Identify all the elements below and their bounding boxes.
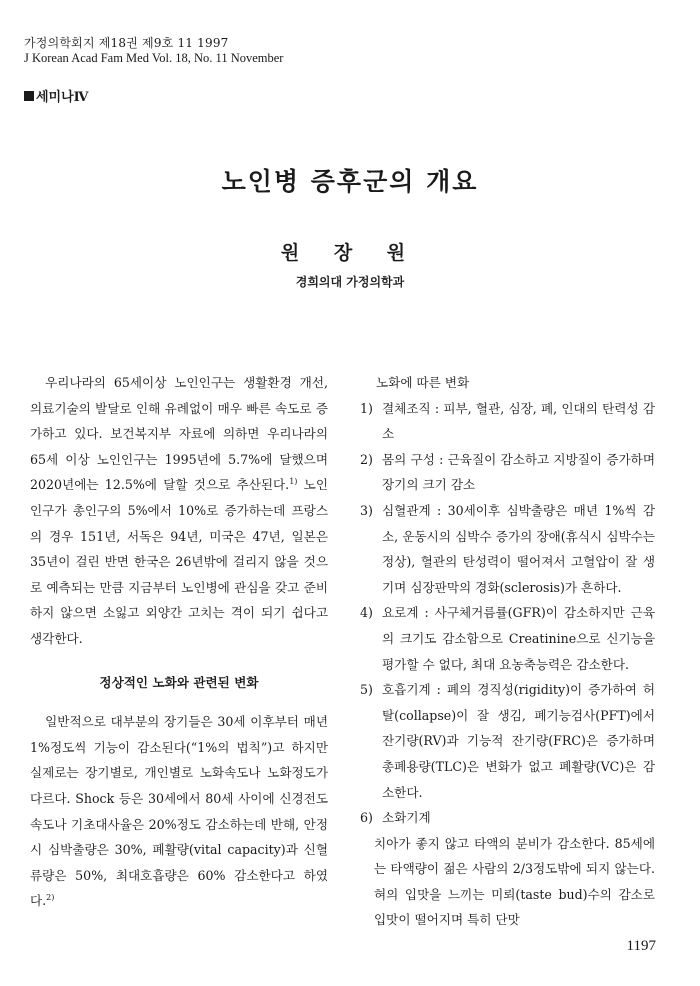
right-heading: 노화에 따른 변화: [376, 375, 470, 390]
list-item: [360, 447, 655, 498]
body-paragraph: [30, 709, 328, 914]
list-item-text: 몸의 구성 : 근육질이 감소하고 지방질이 증가하며 장기의 크기 감소: [382, 451, 655, 493]
list-item-text: 소화기계: [382, 810, 431, 826]
list-item-number: 3): [360, 502, 373, 518]
square-bullet-icon: [24, 91, 34, 101]
article-author: 원 장 원: [280, 242, 420, 264]
digestive-paragraph: 치아가 좋지 않고 타액의 분비가 감소한다. 85세에는 타액량이 젊은 사람의 2/3정도밖에 되지 않는다. 혀의 입맛을 느끼는 미뢰(taste bud)수의 감소로 입맛이 떨어지며 특히 단맛: [374, 835, 655, 928]
section-heading: 정상적인 노화와 관련된 변화: [99, 674, 259, 690]
list-item-number: 2): [360, 451, 373, 467]
intro-text-b: 노인인구가 총인구의 5%에서 10%로 증가하는데 프랑스의 경우 151년, 서독은 94년, 미국은 47년, 일본은 35년이 걸린 반면 한국은 26년밖에 걸리지 않을 것으로 예측되는 만큼 지금부터 노인병에 관심을 갖고 준비하지 않으면 소잃고 외양간 고치는 격이 되기 쉽다고 생각한다.: [30, 477, 328, 646]
list-item-number: 1): [360, 400, 373, 416]
list-item: [360, 805, 655, 831]
intro-reference: 1): [289, 477, 298, 487]
right-column: [360, 370, 655, 933]
list-item: [360, 498, 655, 600]
list-item: [360, 600, 655, 677]
article-title: 노인병 증후군의 개요: [221, 167, 479, 196]
intro-paragraph: [30, 370, 328, 652]
list-item-text: 심혈관계 : 30세이후 심박출량은 매년 1%씩 감소, 운동시의 심박수 증가의 장애(휴식시 심박수는 정상), 혈관의 탄성력이 떨어져서 고혈압이 잘 생기며 심장판막의 경화(sclerosis)가 흔하다.: [382, 502, 655, 595]
journal-header-korean: 가정의학회지 제18권 제9호 11 1997: [24, 36, 229, 50]
list-item-number: 6): [360, 810, 373, 826]
journal-header-english: J Korean Acad Fam Med Vol. 18, No. 11 November: [24, 51, 284, 65]
list-item-text: 결체조직 : 피부, 혈관, 심장, 폐, 인대의 탄력성 감소: [382, 400, 655, 442]
body-reference: 2): [46, 893, 55, 903]
body-text: 일반적으로 대부분의 장기들은 30세 이후부터 매년 1%정도씩 기능이 감소된다(“1%의 법칙”)고 하지만 실제로는 장기별로, 개인별로 노화속도나 노화정도가 다르다. Shock 등은 30세에서 80세 사이에 신경전도속도나 기초대사율은 20%정도 감소하는데 반해, 안정시 심박출량은 30%, 폐활량(vital capacity)과 신혈류량은 50%, 최대호흡량은 60% 감소한다고 하였다.: [30, 714, 328, 909]
list-item-number: 5): [360, 682, 373, 698]
series-label: [24, 86, 88, 105]
list-item: [360, 677, 655, 805]
article-affiliation: 경희의대 가정의학과: [295, 275, 405, 289]
list-item-text: 호흡기계 : 폐의 경직성(rigidity)이 증가하여 허탈(collapse)이 잘 생김, 폐기능검사(PFT)에서 잔기량(RV)과 기능적 잔기량(FRC)은 증가하며 총폐용량(TLC)은 변화가 없고 폐활량(VC)은 감소한다.: [382, 682, 655, 800]
list-item-text: 요로계 : 사구체거름률(GFR)이 감소하지만 근육의 크기도 감소함으로 Creatinine으로 신기능을 평가할 수 없다, 최대 요농축능력은 감소한다.: [382, 605, 655, 672]
page-number: 1197: [626, 938, 656, 954]
list-item: [360, 396, 655, 447]
series-text: 세미나Ⅳ: [36, 90, 89, 105]
intro-text-a: 우리나라의 65세이상 노인인구는 생활환경 개선, 의료기술의 발달로 인해 유례없이 매우 빠른 속도로 증가하고 있다. 보건복지부 자료에 의하면 우리나라의 65세 이상 노인인구는 1995년에 5.7%에 달했으며 2020년에는 12.5%에 달할 것으로 추산된다.: [30, 375, 328, 493]
list-item-number: 4): [360, 605, 373, 621]
left-column: [30, 370, 328, 914]
